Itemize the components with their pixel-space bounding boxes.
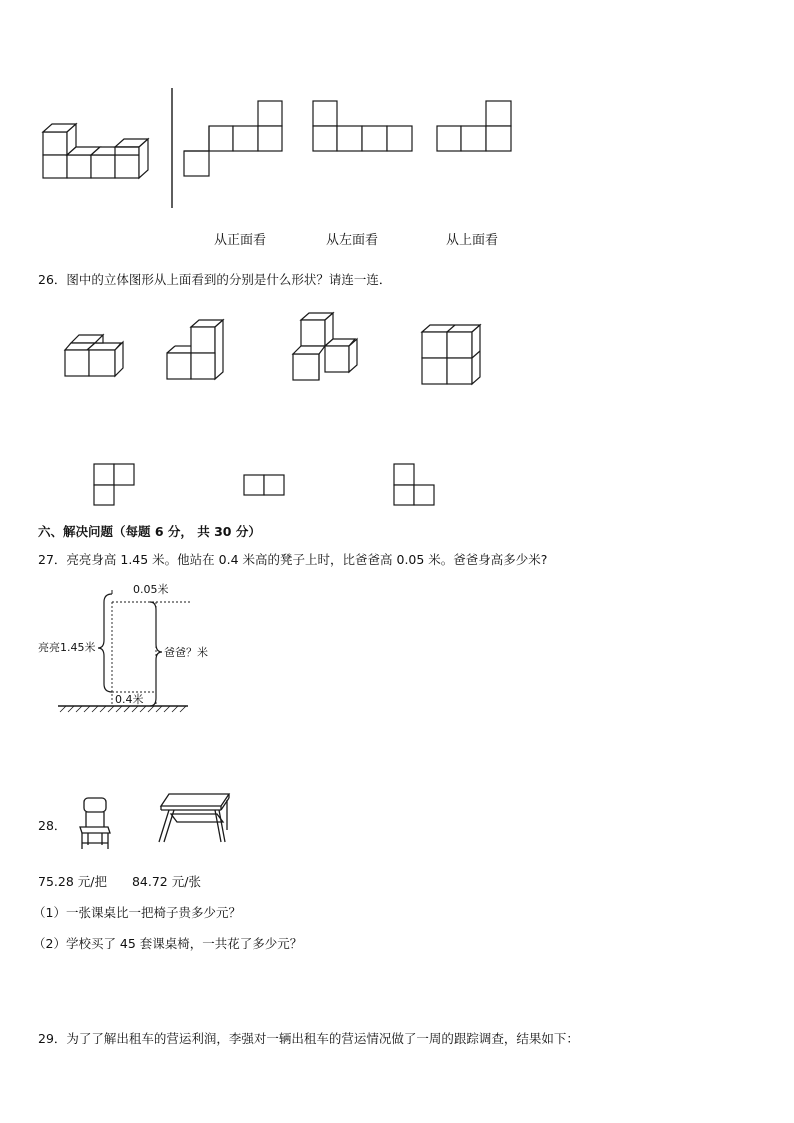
- q28-number: 28．: [38, 818, 67, 833]
- q27-label-right: 爸爸？米: [164, 646, 208, 659]
- q26-prompt: 图中的立体图形从上面看到的分别是什么形状？请连一连．: [66, 272, 392, 287]
- chair-icon: [76, 795, 116, 855]
- solid-figure-b: [163, 317, 233, 382]
- solid-figure-a: [63, 330, 133, 380]
- q27-prompt: 亮亮身高 1.45 米。他站在 0.4 米高的凳子上时，比爸爸高 0.05 米。爸爸身高多少米?: [66, 552, 548, 567]
- q26-text: [38, 272, 391, 288]
- left-view-grid: [312, 100, 417, 160]
- top-shape-3: [393, 463, 438, 508]
- top-shape-2: [243, 474, 288, 499]
- q28-sub2: （2）学校买了 45 套课桌椅，一共花了多少元？: [33, 936, 303, 951]
- q29-text: [38, 1031, 579, 1047]
- q27-label-top: 0.05米: [133, 583, 169, 596]
- q27-label-bottom: 0.4米: [115, 693, 144, 706]
- front-view-grid: [183, 100, 283, 180]
- desk-icon: [155, 790, 235, 850]
- section-6-title: 六、解决问题（每题 6 分， 共 30 分）: [38, 524, 261, 539]
- view-label-front: 从正面看: [214, 233, 267, 248]
- q29-prompt: 为了了解出租车的营运利润，李强对一辆出租车的营运情况做了一周的跟踪调查，结果如下：: [66, 1031, 579, 1046]
- view-label-left: 从左面看: [326, 233, 379, 248]
- q27-number: 27．: [38, 552, 67, 567]
- view-label-top: 从上面看: [446, 233, 499, 248]
- q28-sub1: （1）一张课桌比一把椅子贵多少元？: [33, 905, 241, 920]
- q27-text: [38, 552, 547, 568]
- divider-line: [170, 88, 174, 208]
- solid-figure-c: [289, 308, 364, 383]
- top-view-grid: [436, 100, 516, 160]
- solid-figure-blocks: [38, 118, 158, 198]
- solid-figure-d: [418, 322, 488, 392]
- q26-number: 26．: [38, 272, 67, 287]
- q29-number: 29．: [38, 1031, 67, 1046]
- q27-label-left: 亮亮1.45米: [38, 641, 96, 654]
- top-shape-1: [93, 463, 138, 508]
- q28-prices: 75.28 元/把 84.72 元/张: [38, 874, 201, 889]
